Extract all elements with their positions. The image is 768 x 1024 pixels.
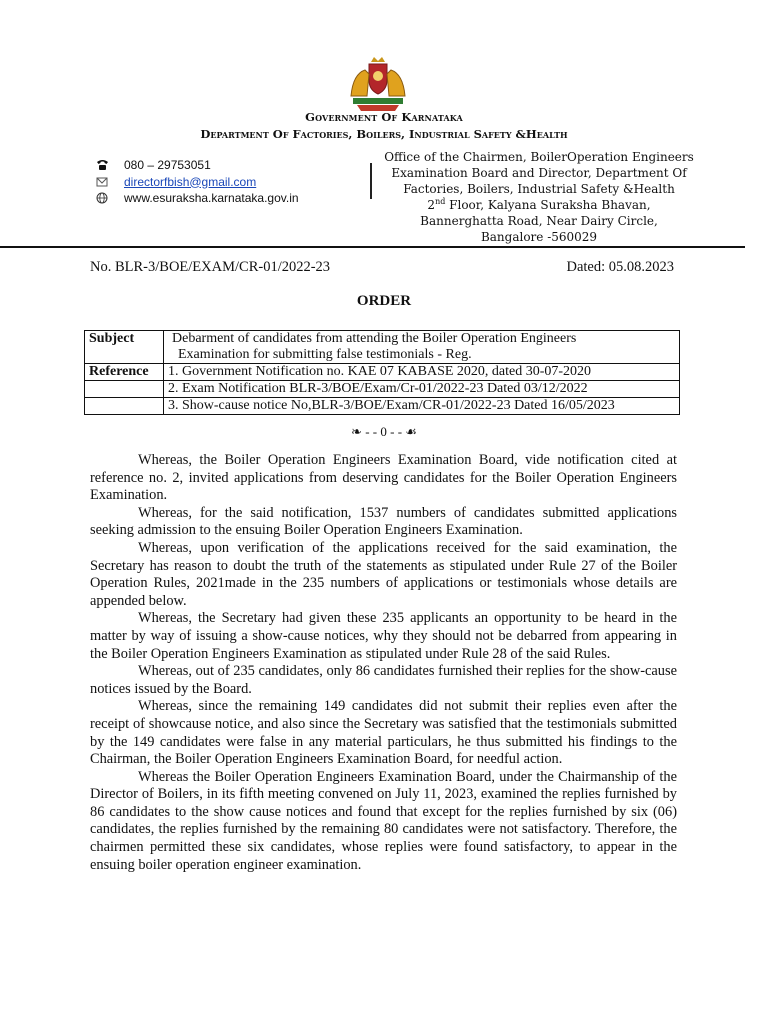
order-date: Dated: 05.08.2023 [566, 259, 674, 275]
table-row [85, 381, 680, 398]
subject-text: Debarment of candidates from attending the Boiler Operation Engineers Examination for submitting false testimonials - Reg. [164, 331, 680, 364]
contact-block [96, 157, 299, 207]
phone-icon [96, 159, 124, 171]
email-icon [96, 176, 124, 188]
email-row [96, 174, 299, 190]
subject-label: Subject [85, 331, 164, 364]
website-row [96, 190, 299, 206]
office-line: Bannerghatta Road, Near Dairy Circle, [420, 214, 658, 228]
flourish-right-icon: ☙ [405, 424, 417, 439]
paragraph: Whereas the Boiler Operation Engineers Examination Board, under the Chairmanship of the Director of Boilers, in its fifth meeting convened on July 11, 2023, examined the replies furnished by 86 candidates to the show cause notices and found that except for the replies furnished by six (06) candidates, the replies furnished by the remaining 80 candidates were not satisfactory. Therefore, the chairmen permitted these six candidates, whose replies were found satisfactory, to appear in the ensuing boiler operation engineer examination. [90, 768, 677, 873]
table-row [85, 364, 680, 381]
office-line: Examination Board and Director, Department Of [391, 166, 687, 180]
email-link[interactable]: directorfbish@gmail.com [124, 174, 257, 189]
government-title: Government Of Karnataka [305, 110, 463, 124]
header-divider [370, 163, 372, 199]
table-row [85, 331, 680, 364]
flourish-left-icon: ❧ [351, 424, 362, 439]
order-heading: ORDER [356, 293, 412, 309]
website-url: www.esuraksha.karnataka.gov.in [124, 191, 299, 205]
phone-number: 080 – 29753051 [124, 158, 211, 172]
paragraph: Whereas, the Boiler Operation Engineers Examination Board, vide notification cited at reference no. 2, invited applications from deserving candidates for the Boiler Operation Engineers Examination. [90, 452, 677, 504]
office-line: 2nd Floor, Kalyana Suraksha Bhavan, [427, 197, 651, 212]
header-rule [0, 246, 745, 248]
subject-reference-table [84, 330, 680, 415]
reference-label: Reference [85, 364, 164, 381]
paragraph: Whereas, out of 235 candidates, only 86 candidates furnished their replies for the show-cause notices issued by the Board. [90, 663, 677, 697]
order-body [90, 452, 677, 874]
department-title: Department Of Factories, Boilers, Industrial Safety &Health [200, 127, 568, 141]
office-address [384, 149, 694, 245]
paragraph: Whereas, the Secretary had given these 235 applicants an opportunity to be heard in the matter by way of issuing a show-cause notices, why they should not be debarred from appearing in the Boiler Operation Engineers Examination as stipulated under Rule 28 of the said Rules. [90, 610, 677, 662]
state-emblem-logo [345, 56, 411, 112]
office-line: Factories, Boilers, Industrial Safety &Health [403, 182, 675, 196]
paragraph: Whereas, upon verification of the applications received for the said examination, the Secretary has reason to doubt the truth of the statements as stipulated under Rule 27 of the Boiler Operation Rules, 2021made in the 235 numbers of applications or testimonials whose details are appended below. [90, 539, 677, 609]
globe-icon [96, 192, 124, 204]
order-number: No. BLR-3/BOE/EXAM/CR-01/2022-23 [90, 259, 331, 275]
paragraph: Whereas, since the remaining 149 candidates did not submit their replies even after the receipt of showcause notice, and also since the Secretary was satisfied that the testimonials submitted by the 149 candidates were false in any material particulars, he thus submitted his findings to the Chairman, the Boiler Operation Engineers Examination Board, for needful action. [90, 698, 677, 768]
reference-item: 1. Government Notification no. KAE 07 KABASE 2020, dated 30-07-2020 [164, 364, 680, 381]
reference-item: 2. Exam Notification BLR-3/BOE/Exam/Cr-01/2022-23 Dated 03/12/2022 [164, 381, 680, 398]
phone-row [96, 157, 299, 173]
office-line: Office of the Chairmen, BoilerOperation Engineers [384, 150, 694, 164]
reference-item: 3. Show-cause notice No,BLR-3/BOE/Exam/CR-01/2022-23 Dated 16/05/2023 [164, 398, 680, 415]
paragraph: Whereas, for the said notification, 1537 numbers of candidates submitted applications seeking admission to the ensuing Boiler Operation Engineers Examination. [90, 504, 677, 539]
section-separator: ❧ - - 0 - - ☙ [351, 424, 417, 439]
office-line: Bangalore -560029 [480, 230, 598, 244]
table-row [85, 398, 680, 415]
